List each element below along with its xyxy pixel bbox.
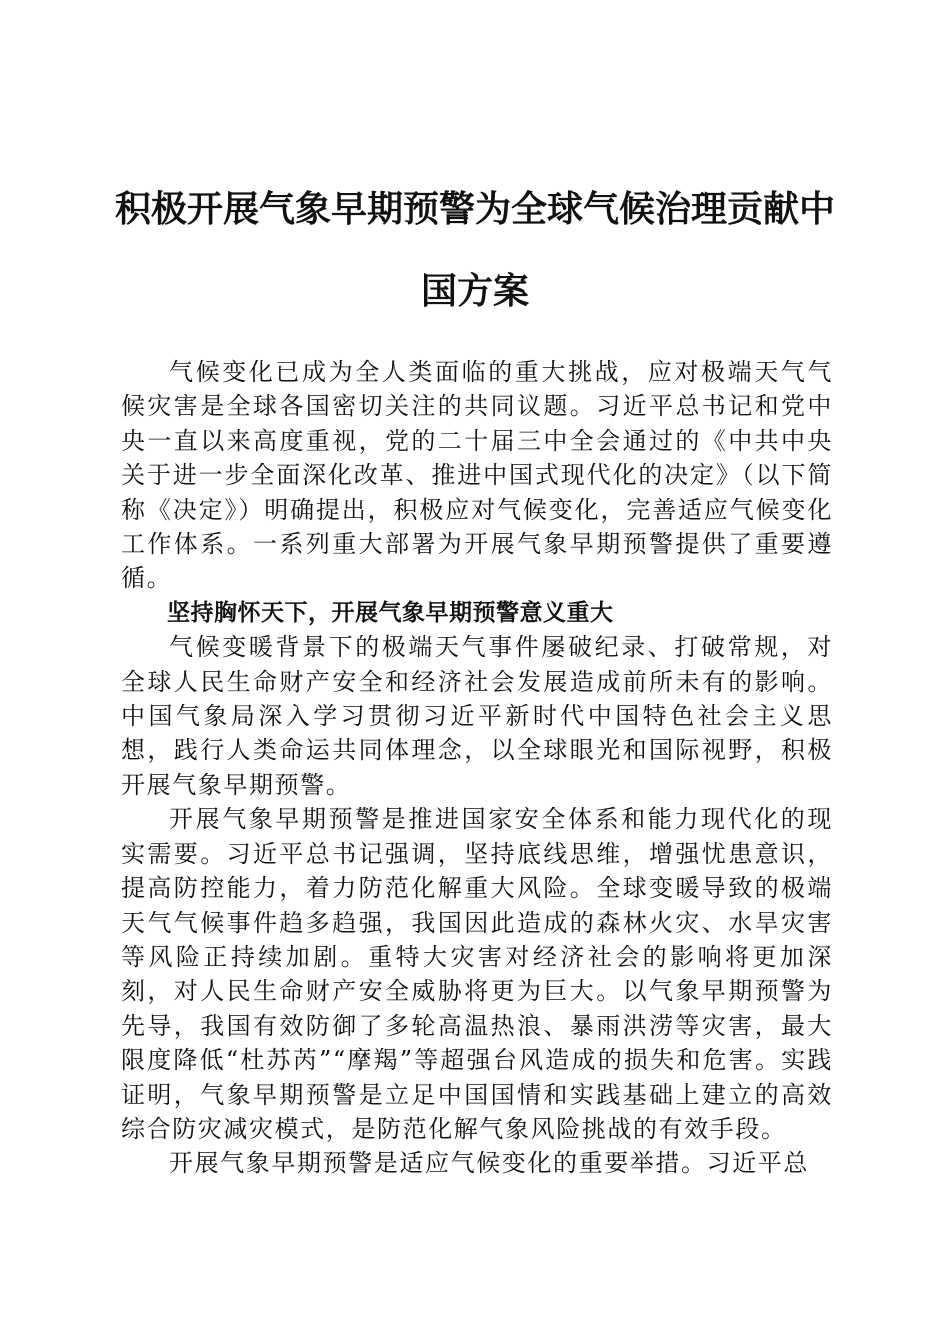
paragraph-intro: 气候变化已成为全人类面临的重大挑战，应对极端天气气候灾害是全球各国密切关注的共同议题。习近平总书记和党中央一直以来高度重视，党的二十届三中全会通过的《中共中央关于进一步全面深化改革、推进中国式现代化的决定》（以下简称《决定》）明确提出，积极应对气候变化，完善适应气候变化工作体系。一系列重大部署为开展气象早期预警提供了重要遵循。 <box>121 358 833 593</box>
section-heading: 坚持胸怀天下，开展气象早期预警意义重大 <box>167 599 614 626</box>
paragraph-adaptation: 开展气象早期预警是适应气候变化的重要举措。习近平总 <box>169 1149 809 1178</box>
paragraph-security: 开展气象早期预警是推进国家安全体系和能力现代化的现实需要。习近平总书记强调，坚持底线思维，增强忧患意识，提高防控能力，着力防范化解重大风险。全球变暖导致的极端天气气候事件趋多趋强，我国因此造成的森林火灾、水旱灾害等风险正持续加剧。重特大灾害对经济社会的影响将更加深刻，对人民生命财产安全威胁将更为巨大。以气象早期预警为先导，我国有效防御了多轮高温热浪、暴雨洪涝等灾害，最大限度降低“杜苏芮”“摩羯”等超强台风造成的损失和危害。实践证明，气象早期预警是立足中国国情和实践基础上建立的高效综合防灾减灾模式，是防范化解气象风险挑战的有效手段。 <box>121 805 833 1143</box>
paragraph-background: 气候变暖背景下的极端天气事件屡破纪录、打破常规，对全球人民生命财产安全和经济社会发展造成前所未有的影响。中国气象局深入学习贯彻习近平新时代中国特色社会主义思想，践行人类命运共同体理念，以全球眼光和国际视野，积极开展气象早期预警。 <box>121 633 833 799</box>
document-body <box>121 355 833 1181</box>
document-title: 积极开展气象早期预警为全球气候治理贡献中国方案 <box>114 188 835 312</box>
